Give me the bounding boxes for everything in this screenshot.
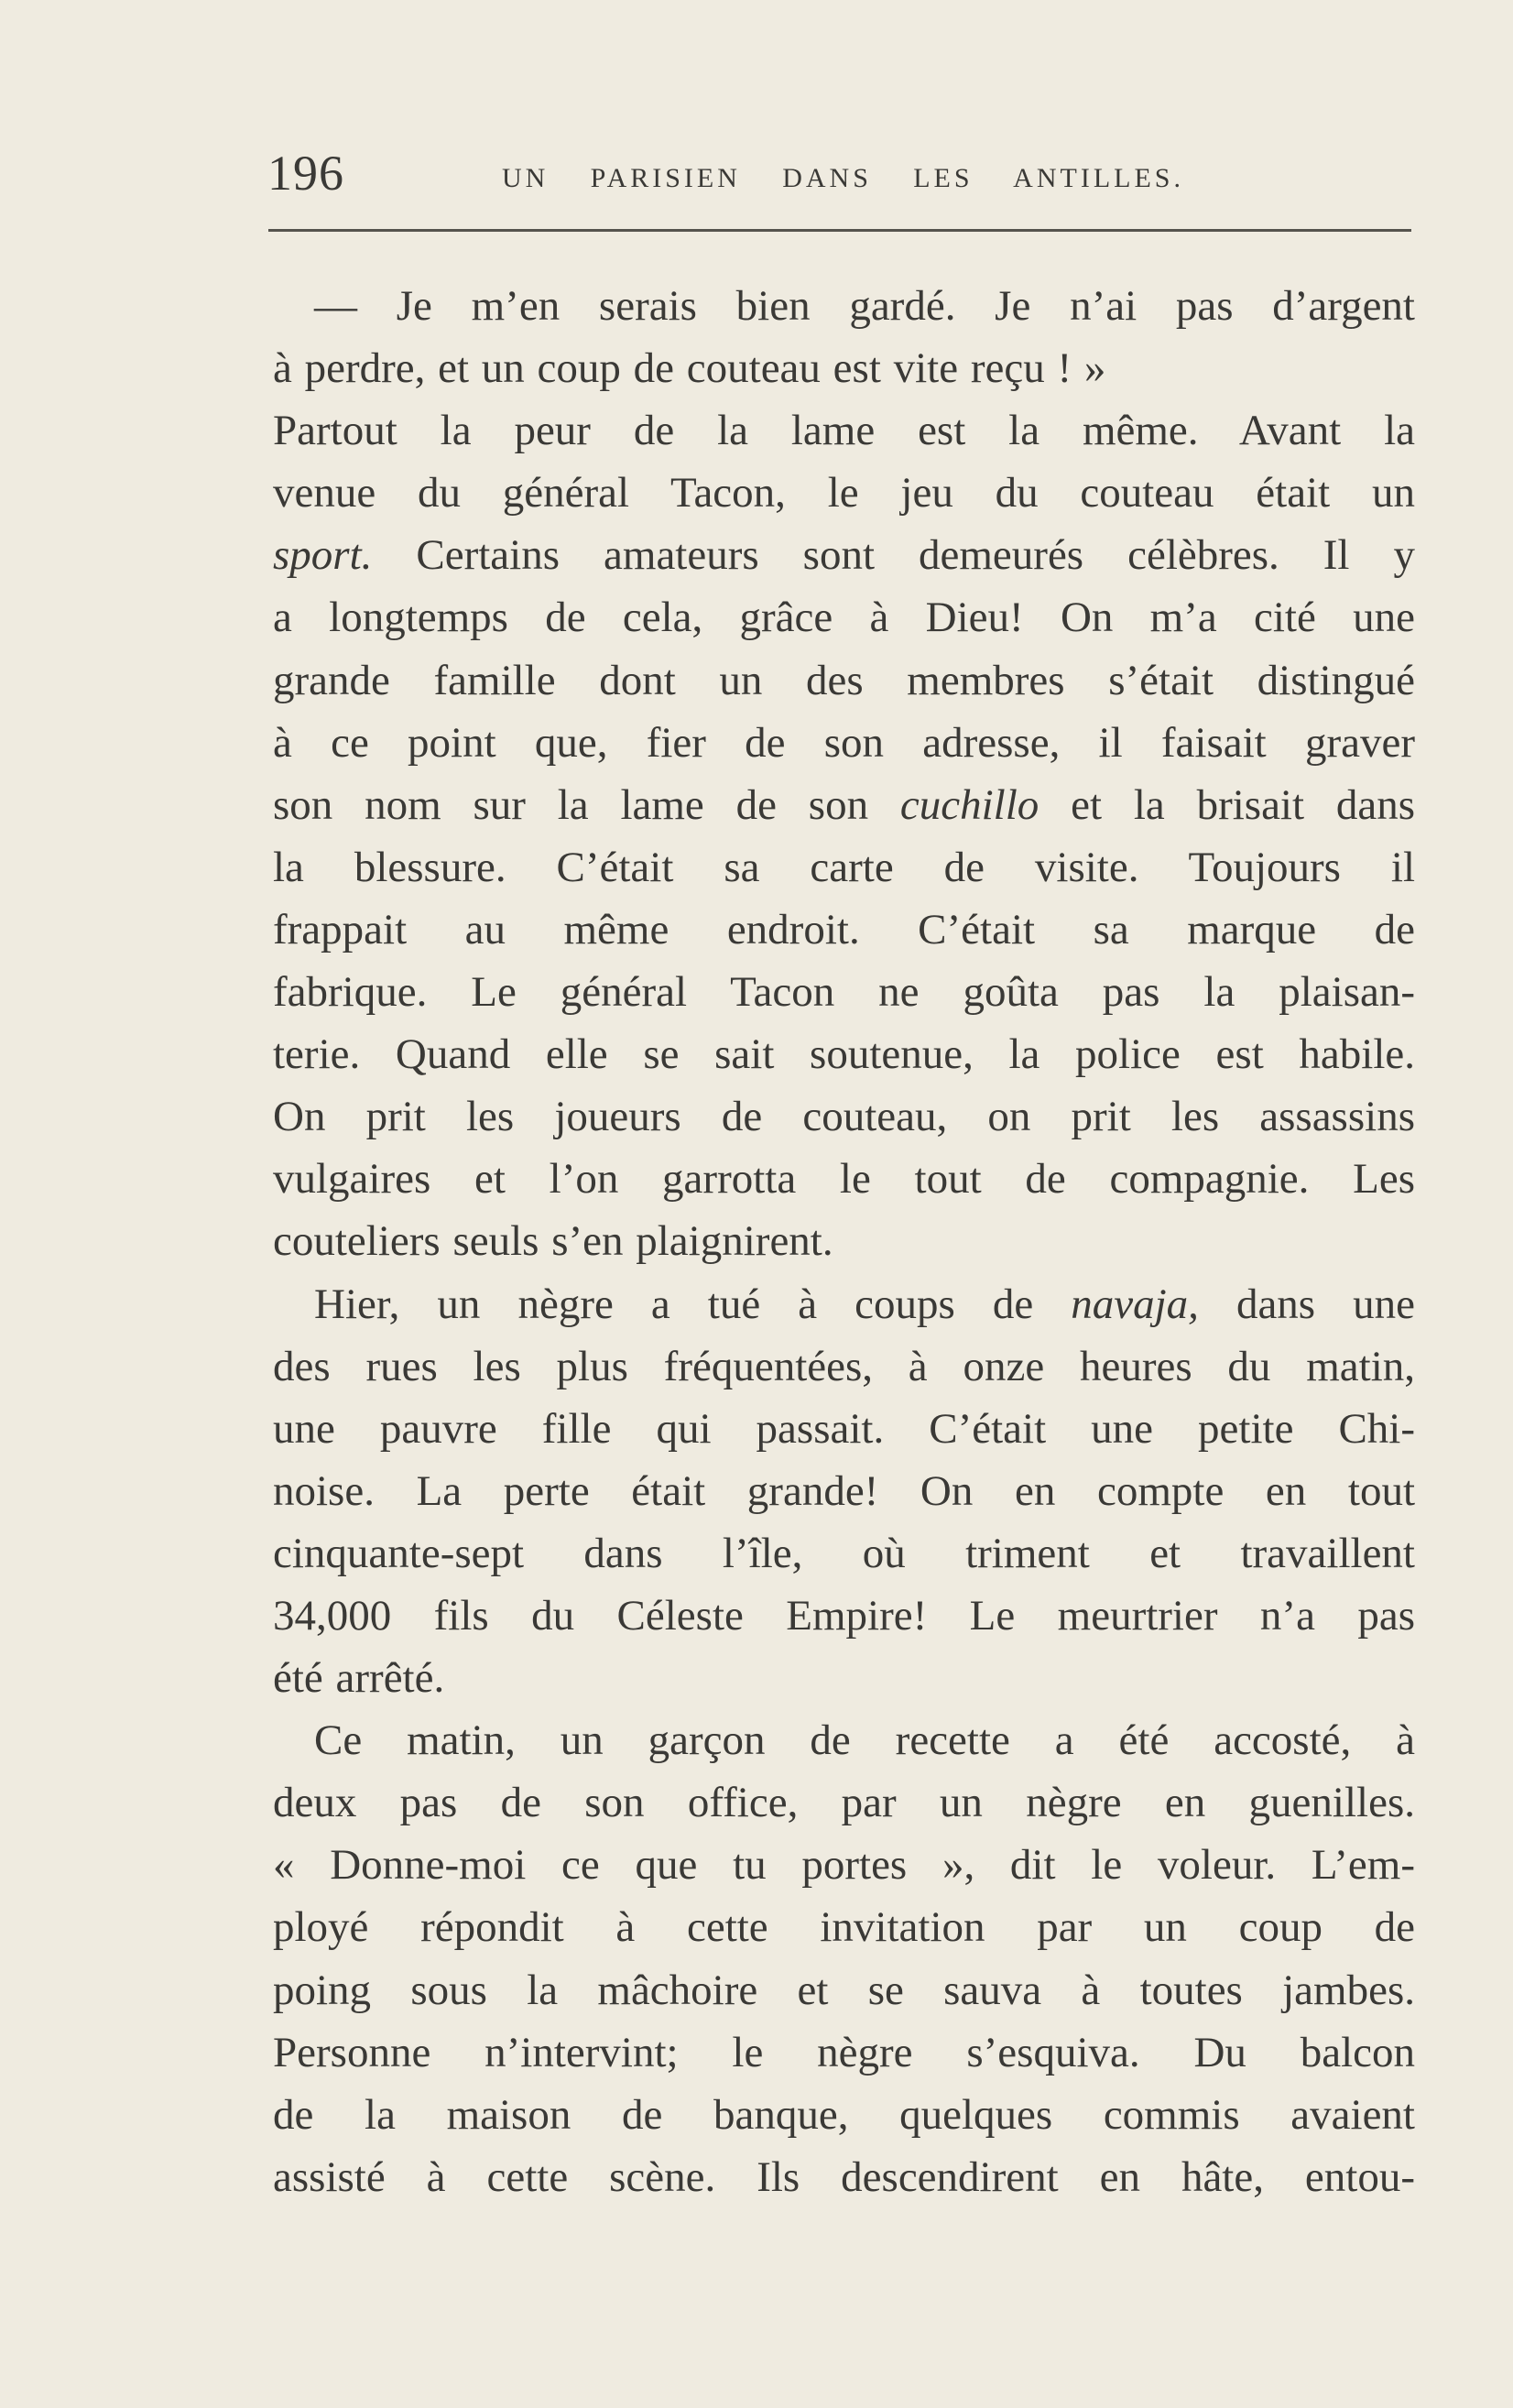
text-line: [273, 1085, 1415, 1148]
line-text: Personne n’intervint; le nègre s’esquiva. Du balcon: [273, 2028, 1415, 2076]
line-text: noise. La perte était grande! On en compte en tout: [273, 1466, 1415, 1515]
text-line: [273, 2146, 1415, 2208]
line-text: terie. Quand elle se sait soutenue, la police est habile.: [273, 1030, 1415, 1079]
body-text: [273, 275, 1415, 2208]
text-line: [273, 961, 1415, 1023]
line-text: de la maison de banque, quelques commis avaient: [273, 2090, 1415, 2139]
text-line: [273, 2084, 1415, 2146]
line-text: à ce point que, fier de son adresse, il faisait graver: [273, 718, 1415, 767]
text-line: [273, 337, 1415, 399]
line-text: ployé répondit à cette invitation par un coup de: [273, 1903, 1415, 1952]
text-line: [273, 1522, 1415, 1585]
text-line: [273, 2021, 1415, 2084]
text-line: [273, 1148, 1415, 1210]
italic-word: navaja,: [1071, 1280, 1199, 1328]
text-line: [273, 836, 1415, 899]
text-line: [273, 774, 1415, 836]
line-text: couteliers seuls s’en plaignirent.: [273, 1217, 833, 1266]
line-text: dans une: [1198, 1280, 1415, 1328]
text-line: [273, 1460, 1415, 1522]
line-text: assisté à cette scène. Ils descendirent en hâte, entou-: [273, 2152, 1415, 2201]
line-text: « Donne-moi ce que tu portes », dit le voleur. L’em-: [273, 1841, 1415, 1890]
line-text: la blessure. C’était sa carte de visite. Toujours il: [273, 843, 1415, 891]
line-text: été arrêté.: [273, 1654, 445, 1703]
line-text: venue du général Tacon, le jeu du couteau était un: [273, 469, 1415, 518]
running-title: UN PARISIEN DANS LES ANTILLES.: [502, 163, 1184, 193]
text-line: [273, 1585, 1415, 1647]
line-text: à perdre, et un coup de couteau est vite reçu ! »: [273, 344, 1106, 393]
text-line: [273, 1771, 1415, 1834]
line-text: cinquante-sept dans l’île, où triment et travaillent: [273, 1529, 1415, 1577]
line-text: poing sous la mâchoire et se sauva à toutes jambes.: [273, 1966, 1415, 2014]
text-line: [273, 399, 1415, 462]
line-text: grande famille dont un des membres s’était distingué: [273, 656, 1415, 704]
header-rule: [268, 229, 1411, 232]
line-text: Partout la peur de la lame est la même. Avant la: [273, 407, 1415, 455]
text-line: [273, 586, 1415, 648]
text-line: [273, 1398, 1415, 1460]
line-text: 34,000 fils du Céleste Empire! Le meurtrier n’a pas: [273, 1591, 1415, 1640]
text-line: [273, 1335, 1415, 1398]
text-line: [273, 1273, 1415, 1335]
line-text: vulgaires et l’on garrotta le tout de compagnie. Les: [273, 1155, 1415, 1204]
text-line: [273, 524, 1415, 586]
text-line: [273, 1709, 1415, 1771]
text-line: [273, 275, 1415, 337]
italic-word: cuchillo: [899, 780, 1040, 829]
text-line: [273, 1210, 1415, 1272]
line-text: deux pas de son office, par un nègre en guenilles.: [273, 1779, 1415, 1827]
line-text: On prit les joueurs de couteau, on prit les assassins: [273, 1093, 1415, 1141]
text-line: [273, 899, 1415, 961]
text-line: [273, 1647, 1415, 1709]
line-text: et la brisait dans: [1039, 780, 1416, 829]
page-number: 196: [267, 146, 344, 201]
text-line: [273, 462, 1415, 524]
line-text: son nom sur la lame de son: [273, 780, 900, 829]
line-text: des rues les plus fréquentées, à onze heures du matin,: [273, 1342, 1415, 1390]
text-line: [273, 1896, 1415, 1958]
line-text: Hier, un nègre a tué à coups de: [314, 1280, 1072, 1328]
line-text: Certains amateurs sont demeurés célèbres. Il y: [372, 531, 1415, 580]
text-line: [273, 1959, 1415, 2021]
text-line: [273, 712, 1415, 774]
line-text: frappait au même endroit. C’était sa marque de: [273, 905, 1415, 953]
line-text: fabrique. Le général Tacon ne goûta pas la plaisan-: [273, 968, 1415, 1017]
line-text: a longtemps de cela, grâce à Dieu! On m’a cité une: [273, 594, 1415, 642]
text-line: [273, 649, 1415, 712]
line-text: — Je m’en serais bien gardé. Je n’ai pas d’argent: [314, 282, 1415, 330]
text-line: [273, 1834, 1415, 1896]
italic-word: sport.: [273, 531, 373, 580]
text-line: [273, 1023, 1415, 1085]
line-text: Ce matin, un garçon de recette a été accosté, à: [314, 1716, 1415, 1765]
line-text: une pauvre fille qui passait. C’était une petite Chi-: [273, 1404, 1415, 1453]
